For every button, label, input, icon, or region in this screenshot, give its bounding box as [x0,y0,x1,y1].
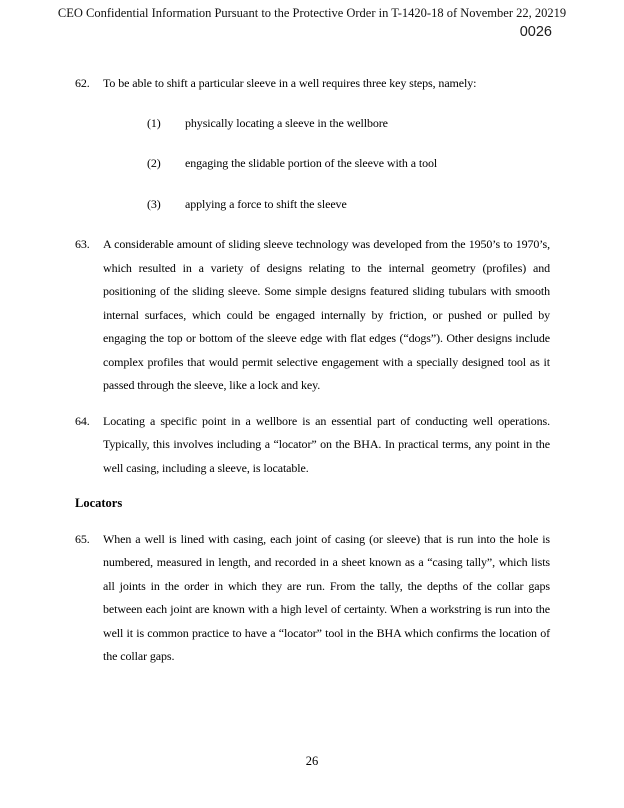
list-item-1-text: physically locating a sleeve in the wellbore [185,115,388,130]
paragraph-65-number: 65. [75,531,90,546]
page-header [0,0,624,40]
paragraph-65 [75,528,550,669]
paragraph-62 [75,72,550,96]
list-item-3-text: applying a force to shift the sleeve [185,196,347,211]
list-item-2-text: engaging the slidable portion of the sleeve with a tool [185,156,438,170]
list-item-2-number: (2) [147,156,161,170]
list-item-1 [147,112,550,136]
list-item-2 [147,152,550,176]
document-body [0,40,624,669]
confidentiality-notice: CEO Confidential Information Pursuant to the Protective Order in T-1420-18 of November 22, 20219 [57,6,567,20]
paragraph-63 [75,233,550,398]
paragraph-64-number: 64. [75,413,90,428]
paragraph-63-number: 63. [75,237,90,251]
paragraph-65-text: When a well is lined with casing, each joint of casing (or sleeve) that is run into the hole is numbered, measured in length, and recorded in a sheet known as a “casing tally”, which lists all joints in the order in which they are run. From the tally, the depths of the collar gaps between each joint are known with a high level of certainty. When a workstring is run into the well it is common practice to have a “locator” tool in the BHA which confirms the location of the collar gaps. [103,531,550,663]
paragraph-63-text: A considerable amount of sliding sleeve technology was developed from the 1950’s to 1970’s, which resulted in a variety of designs relating to the internal geometry (profiles) and positioning of the sliding sleeve. Some simple designs featured sliding tubulars with smooth internal surfaces, which could be engaged internally by friction, or pushed or pulled by engaging the top or bottom of the sleeve edge with flat edges (“dogs”). Other designs include complex profiles that would permit selective engagement with a specially designed tool as it passed through the sleeve, like a lock and key. [103,237,550,392]
list-item-3-number: (3) [147,196,161,211]
bates-number-stamp: 0026 [519,24,552,40]
section-heading-locators: Locators [75,496,123,510]
list-item-1-number: (1) [147,115,161,130]
page-number: 26 [305,754,319,768]
paragraph-62-text: To be able to shift a particular sleeve in a well requires three key steps, namely: [103,76,477,90]
list-item-3 [147,193,550,217]
paragraph-62-number: 62. [75,76,90,90]
paragraph-64-text: Locating a specific point in a wellbore is an essential part of conducting well operations. Typically, this involves including a “locator” on the BHA. In practical terms, any point in the well casing, including a sleeve, is locatable. [103,413,550,475]
paragraph-64 [75,410,550,481]
page-footer [0,754,624,769]
